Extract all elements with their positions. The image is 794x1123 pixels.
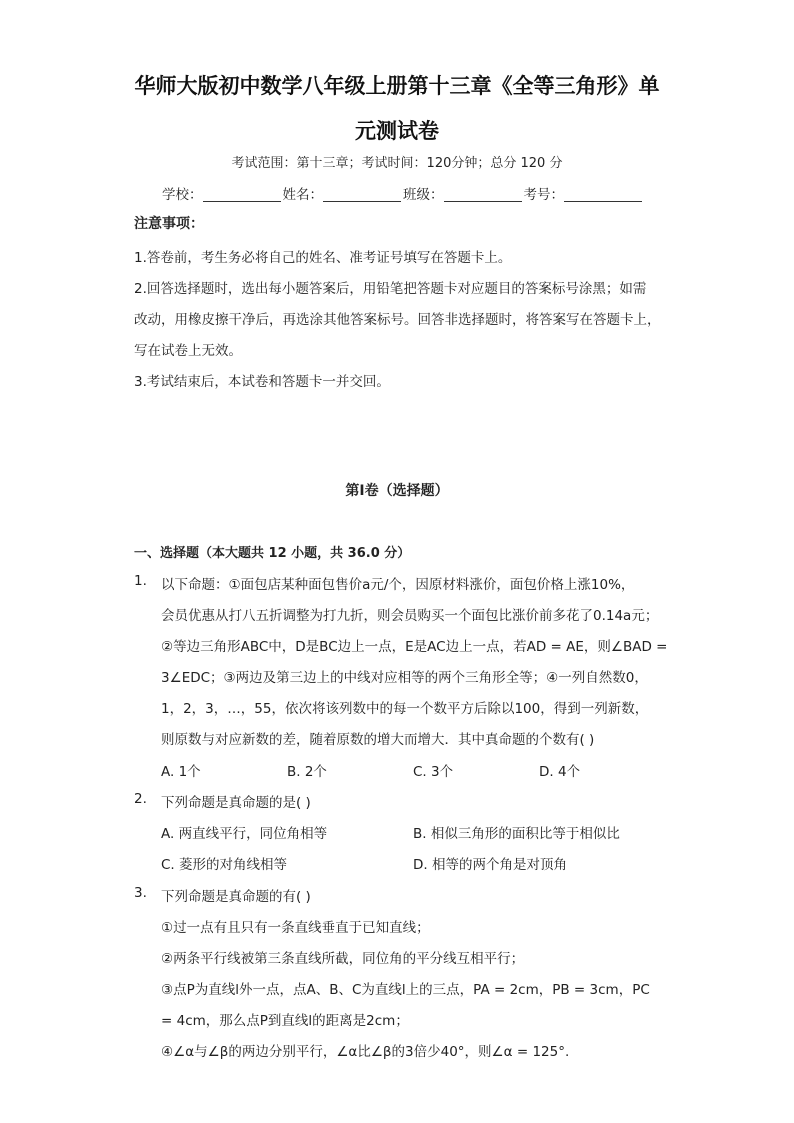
class-label: 班级： (403, 187, 444, 203)
question-line: ④∠α与∠β的两边分别平行，∠α比∠β的3倍少40°，则∠α = 125°. (161, 1044, 570, 1060)
question-line: 下列命题是真命题的有( ) (161, 889, 311, 905)
student-info-fields (162, 183, 644, 203)
option-d: D. 4个 (539, 764, 581, 780)
question-line: ①过一点有且只有一条直线垂直于已知直线； (161, 920, 430, 936)
name-label: 姓名： (282, 187, 323, 203)
part-heading: 一、选择题（本大题共 12 小题，共 36.0 分） (134, 546, 411, 561)
option-c: C. 菱形的对角线相等 (161, 857, 288, 873)
question-line: 下列命题是真命题的是( ) (161, 795, 311, 811)
document-title-line-2: 元测试卷 (355, 118, 439, 143)
question-line: 1，2，3，…，55，依次将该列数中的每一个数平方后除以100，得到一列新数， (161, 701, 649, 717)
exam-no-label: 考号： (523, 187, 564, 203)
exam-no-blank (564, 187, 642, 202)
name-blank (323, 187, 401, 202)
note-line: 3.考试结束后，本试卷和答题卡一并交回。 (134, 374, 390, 390)
option-c: C. 3个 (413, 764, 454, 780)
school-blank (203, 187, 281, 202)
section-title: 第Ⅰ卷（选择题） (345, 483, 449, 499)
question-number: 3. (134, 885, 147, 901)
question-line: 以下命题：①面包店某种面包售价a元/个，因原材料涨价，面包价格上涨10%， (161, 577, 635, 593)
option-b: B. 相似三角形的面积比等于相似比 (413, 826, 620, 842)
option-b: B. 2个 (287, 764, 327, 780)
note-line: 写在试卷上无效。 (134, 343, 242, 359)
school-label: 学校： (162, 187, 203, 203)
question-line: ②等边三角形ABC中，D是BC边上一点，E是AC边上一点，若AD = AE，则∠BAD = (161, 639, 668, 655)
class-blank (444, 187, 522, 202)
question-line: 会员优惠从打八五折调整为打九折，则会员购买一个面包比涨价前多花了0.14a元； (161, 608, 659, 624)
option-a: A. 两直线平行，同位角相等 (161, 826, 328, 842)
exam-info: 考试范围：第十三章；考试时间：120分钟；总分 120 分 (231, 156, 563, 171)
question-number: 1. (134, 573, 147, 589)
notes-heading: 注意事项： (134, 216, 204, 232)
option-a: A. 1个 (161, 764, 201, 780)
question-line: 3∠EDC；③两边及第三边上的中线对应相等的两个三角形全等；④一列自然数0， (161, 670, 648, 686)
question-line: ②两条平行线被第三条直线所截，同位角的平分线互相平行； (161, 951, 525, 967)
document-title-line-1: 华师大版初中数学八年级上册第十三章《全等三角形》单 (134, 73, 660, 98)
question-number: 2. (134, 791, 147, 807)
question-line: = 4cm，那么点P到直线l的距离是2cm； (161, 1013, 409, 1029)
option-d: D. 相等的两个角是对顶角 (413, 857, 567, 873)
note-line: 2.回答选择题时，选出每小题答案后，用铅笔把答题卡对应题目的答案标号涂黑；如需 (134, 281, 647, 297)
note-line: 改动，用橡皮擦干净后，再选涂其他答案标号。回答非选择题时，将答案写在答题卡上， (134, 312, 661, 328)
note-line: 1.答卷前，考生务必将自己的姓名、准考证号填写在答题卡上。 (134, 250, 512, 266)
question-line: 则原数与对应新数的差，随着原数的增大而增大．其中真命题的个数有( ) (161, 732, 595, 748)
question-line: ③点P为直线l外一点，点A、B、C为直线l上的三点，PA = 2cm，PB = 3cm，PC (161, 982, 650, 998)
